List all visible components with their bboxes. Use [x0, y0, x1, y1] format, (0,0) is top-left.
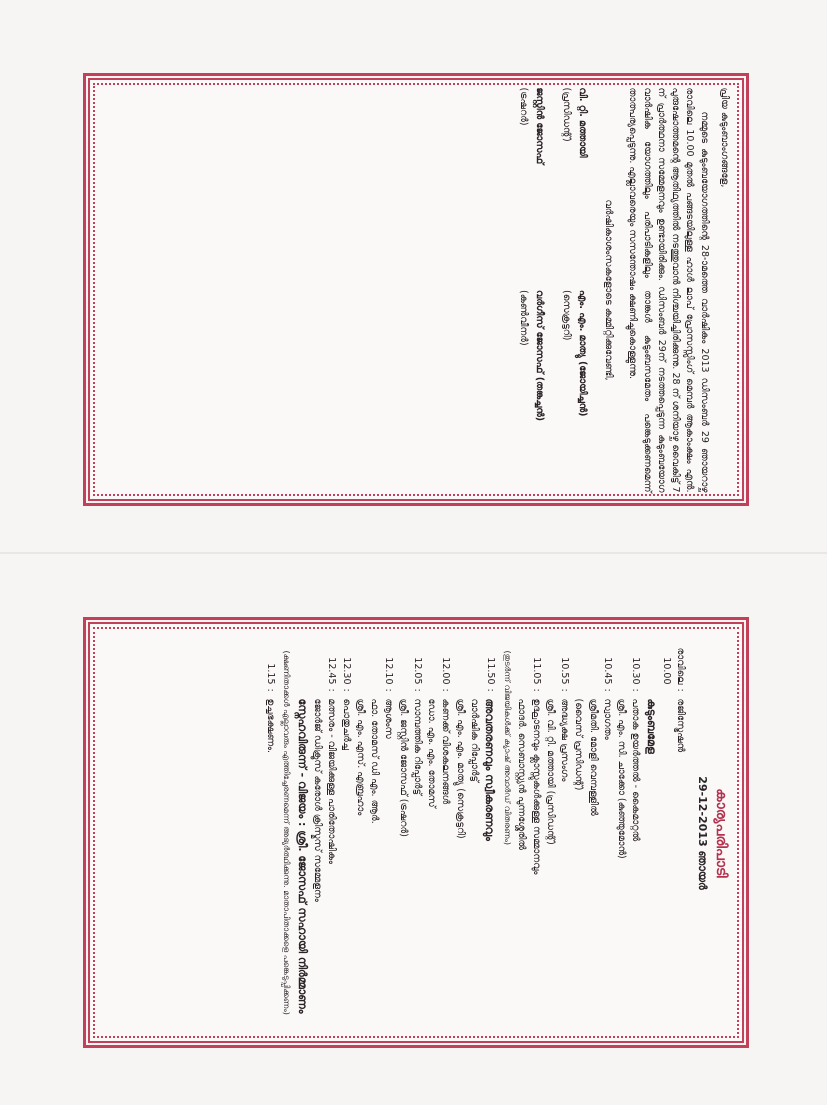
schedule-row [467, 630, 481, 1035]
schedule-row [452, 630, 466, 1035]
schedule-time [571, 630, 585, 688]
schedule-row [395, 630, 409, 1035]
schedule-colon [293, 688, 310, 698]
schedule-time: 10.45 [602, 656, 613, 684]
schedule-colon: : [630, 688, 642, 692]
schedule-colon: : [383, 688, 395, 692]
schedule-item: അദ്ധ്യക്ഷ പ്രസംഗം [559, 698, 571, 781]
schedule-row [324, 630, 338, 1035]
schedule-colon: : [440, 688, 452, 692]
invitation-letter-panel [83, 73, 749, 506]
signatories [516, 87, 589, 492]
schedule-item: അവതരണവും സ്വീകരണവും [483, 698, 497, 841]
schedule-row [353, 630, 367, 1035]
schedule-item: ഫാദർ. സെബാസ്റ്റ്യൻ പുന്നശ്ശേരിൽ [516, 698, 528, 850]
schedule-row [514, 630, 528, 1035]
schedule-time [424, 630, 438, 688]
schedule-colon: : [340, 688, 352, 692]
schedule-time: 10.55 [559, 656, 571, 684]
page-fold [0, 552, 827, 554]
schedule-colon [353, 688, 367, 698]
schedule-time [543, 630, 557, 688]
schedule-time: 12.00 [440, 656, 452, 684]
signatory-name: എം. എം. മാത്യു (ജോയിച്ചൻ) [577, 289, 588, 417]
schedule-colon [467, 688, 481, 698]
program-panel [83, 617, 749, 1048]
schedule-time: രാവിലെ 10.00 [661, 647, 687, 684]
schedule-item: കണക്ക് വിശകലനങ്ങൾ [440, 698, 452, 804]
schedule-colon: : [602, 688, 613, 692]
schedule-item: മത്സരം - വിജയിക്കുള്ള പാരിതോഷികം [326, 698, 338, 864]
schedule-item: ഉച്ചഭക്ഷണം. [264, 698, 276, 753]
schedule-item: ജോർജ് ഡിക്രൂസ് കരോൾ ക്രിസ്മസ് സമ്മേളനം [312, 698, 324, 902]
schedule-colon [424, 688, 438, 698]
schedule-time [310, 630, 324, 688]
schedule-item: വാർഷിക റിപ്പോർട്ട് [468, 698, 480, 782]
program-title: കാര്യപരിപാടി [713, 787, 729, 878]
schedule-time [514, 630, 528, 688]
schedule-item: ശ്രീ. എം. എം. മാത്യു (സെക്രട്ടറി) [454, 698, 466, 839]
signatory-name: വി. റ്റി. മത്തായി [577, 87, 588, 158]
schedule-colon: : [326, 688, 338, 692]
schedule-colon: : [264, 688, 276, 692]
schedule-colon [514, 688, 528, 698]
schedule-time [452, 630, 466, 688]
schedule-colon [543, 688, 557, 698]
schedule-time: 10.30 [630, 656, 642, 684]
schedule-item: ശ്രീ. എം. എസ്. എബ്രഹാം [354, 698, 366, 815]
schedule-row [438, 630, 452, 1035]
schedule-row [529, 630, 543, 1035]
schedule-colon [586, 688, 600, 698]
schedule-row [381, 630, 395, 1035]
schedule-row [481, 630, 498, 1035]
letter-body: നമ്മുടെ കുടുംബയോഗത്തിന്റെ 28-ാമത്തെ വാർഷികം 2013 ഡിസംബർ 29 ഞായറാഴ്ച രാവിലെ 10.00 മുതൽ പങ്ങടയിലുള്ള ഹാൾ ലാപ് പ്രോസസ്സിംഗ് മെമ്പർ ആകാംക്ഷം എൻ. പുരുഷോത്തമന്റെ ആതിഥ്യത്തിൽ നടത്തുവാൻ നിശ്ചയിച്ചിരിക്കുന്നു. 28 ന് ശനിയാഴ്ച വൈകിട്ട് 7 ന് പ്രാർത്ഥനാ സമ്മേളനവും ഉണ്ടായിരിക്കും. ഡിസംബർ 29ന് നടത്തപ്പെടുന്ന കുടുംബയോഗ വാർഷിക യോഗത്തിലും പരിപാടികളിലും താങ്കൾ കുടുംബസമേതം പങ്കെടുക്കണമെന്ന് താത്പര്യപ്പെടുന്നു. എല്ലാവരെയും സസന്തോഷം ക്ഷണിച്ചുകൊള്ളുന്നു. [627, 87, 710, 492]
schedule-colon [395, 688, 409, 698]
schedule-row [659, 630, 688, 1035]
schedule-time: 12.45 [326, 656, 338, 684]
schedule-time [614, 630, 628, 688]
schedule-colon: : [530, 688, 542, 692]
schedule-item: ശ്രീ. ജസ്റ്റിൻ ജോസഫ് (ട്രഷറർ) [397, 698, 409, 837]
signatory-name: ജസ്റ്റിൻ ജോസഫ് [534, 87, 546, 164]
closing-line: വർഷികാശംസകളോടെ കമ്മിറ്റിക്കുവേണ്ടി, [603, 198, 615, 381]
signatory-role: (ട്രഷറർ) [518, 87, 530, 126]
schedule-time [586, 630, 600, 688]
schedule-colon: : [559, 688, 571, 692]
schedule-time [293, 630, 310, 688]
schedule-row [557, 630, 571, 1035]
schedule-colon: : [675, 688, 687, 692]
schedule-row [424, 630, 438, 1035]
schedule-item: പൊതുചർച്ച [340, 698, 352, 750]
schedule-row [262, 630, 276, 1035]
schedule-row [600, 630, 614, 1035]
schedule-row [338, 630, 352, 1035]
schedule-row [543, 630, 557, 1035]
schedule-row [643, 630, 660, 1035]
schedule-item: സ്നേഹവിരുന്ന് - വിജയം : ശ്രീ. ജോസഫ് സഹായി നിർമ്മാണം [295, 698, 309, 1013]
signatory-name: വർഗീസ് ജോസഫ് (തങ്കച്ചൻ) [534, 289, 546, 421]
schedule-colon [643, 688, 660, 698]
schedule-item: ഡോ. എം. എം. തോമസ് [426, 698, 438, 808]
program-schedule [262, 630, 687, 1035]
schedule-colon: : [411, 688, 423, 692]
schedule-item: സാമ്പത്തിക റിപ്പോർട്ട് [411, 698, 423, 795]
schedule-item: ഫാ. തോമസ് ഡി എം. ആർ. [369, 698, 381, 824]
schedule-item: ശ്രീ. എം. സി. ചാക്കോ (കുഞ്ഞുമോൻ) [616, 698, 628, 859]
schedule-time [467, 630, 481, 688]
letter-content [101, 87, 731, 492]
signatory-role: (സെക്രട്ടറി) [560, 289, 572, 340]
signatory-role: (കൺവീനർ) [518, 289, 530, 346]
schedule-row [310, 630, 324, 1035]
signatory-role: (പ്രസിഡന്റ്) [560, 87, 572, 142]
schedule-row [367, 630, 381, 1035]
schedule-note: (ക്ഷണിതാക്കൾ എല്ലാവരും എത്തിച്ചേരണമെന്ന് അഭ്യർത്ഥിക്കുന്നു. മാതാപിതാക്കളെ പങ്കെടുപ്പിക്കണം) [282, 650, 292, 1015]
schedule-row [614, 630, 628, 1035]
schedule-colon [367, 688, 381, 698]
schedule-colon [310, 688, 324, 698]
schedule-item: (വൈസ് പ്രസിഡന്റ്) [573, 698, 585, 790]
schedule-row [571, 630, 585, 1035]
schedule-time: 11.50 [485, 656, 497, 684]
schedule-item: ശ്രീമതി. മോളി വെമ്പള്ളിൽ [587, 698, 599, 816]
schedule-item: പതാക ഉയർത്തൽ - കൈമാറ്റൽ [630, 698, 642, 841]
schedule-time [367, 630, 381, 688]
schedule-row [586, 630, 600, 1035]
schedule-row [293, 630, 310, 1035]
program-date: 29-12-2013 ഞായർ [696, 775, 709, 890]
schedule-time [353, 630, 367, 688]
schedule-time: 11.05 [530, 656, 542, 684]
schedule-colon [571, 688, 585, 698]
schedule-colon [614, 688, 628, 698]
schedule-item: ശ്രീ. വി. റ്റി. മത്തായി (പ്രസിഡന്റ്) [545, 698, 556, 845]
schedule-item: കുടുംബമേള [645, 698, 658, 754]
salutation: പ്രിയ കുടുംബാംഗങ്ങളേ, [719, 87, 730, 187]
program-content [101, 630, 731, 1035]
schedule-row [410, 630, 424, 1035]
schedule-time: 1.15 [264, 662, 276, 684]
schedule-row [628, 630, 642, 1035]
schedule-item: രജിസ്ട്രേഷൻ [675, 698, 687, 752]
schedule-time [395, 630, 409, 688]
schedule-item: ആശംസ [383, 698, 395, 739]
schedule-time: 12.05 [411, 656, 423, 684]
schedule-colon: : [485, 688, 497, 692]
schedule-time: 12.10 [383, 656, 395, 684]
schedule-time: 12.30 [340, 656, 352, 684]
schedule-item: ഉദ്ഘാടനവും ക്ലാസ്സുകൾക്കുള്ള സമ്മാനവും [530, 698, 542, 875]
schedule-item: സ്വാഗതം [602, 698, 613, 740]
schedule-colon [452, 688, 466, 698]
schedule-note: (തുടർന്ന് വിജയികൾക്ക് ക്യാഷ് അവാർഡ് വിതരണം) [503, 650, 513, 845]
schedule-time [643, 630, 660, 688]
